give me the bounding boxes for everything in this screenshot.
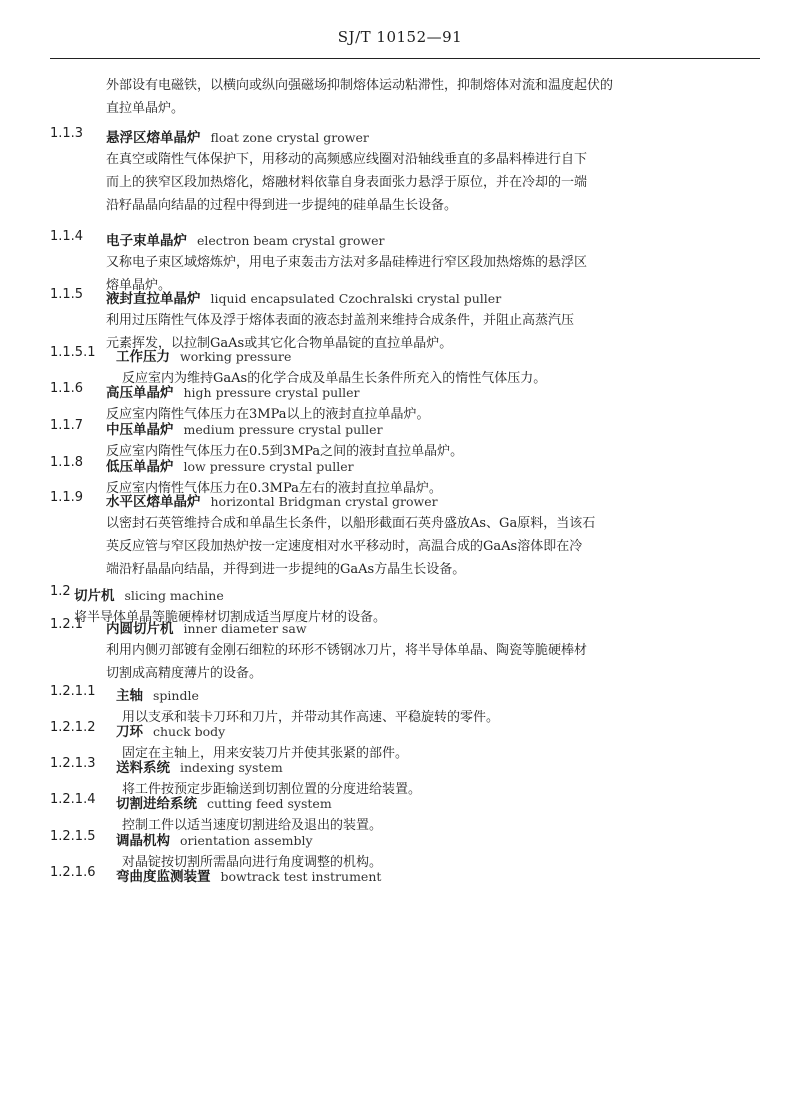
term-chinese: 主轴	[116, 688, 143, 704]
term-number: 1.1.9	[50, 490, 84, 505]
term-english: electron beam crystal grower	[197, 233, 385, 248]
term-number: 1.1.3	[50, 126, 84, 141]
term-number: 1.1.5	[50, 287, 84, 302]
term-heading	[106, 617, 307, 637]
term-chinese: 工作压力	[116, 349, 170, 365]
term-heading	[74, 584, 224, 604]
term-number: 1.2.1.6	[50, 865, 96, 880]
term-chinese: 悬浮区熔单晶炉	[106, 130, 201, 146]
term-heading	[106, 455, 354, 475]
definition-line: 元素挥发，以拉制GaAs或其它化合物单晶锭的直拉单晶炉。	[106, 336, 453, 351]
term-number: 1.2.1.2	[50, 720, 96, 735]
term-definition	[106, 512, 746, 581]
term-definition	[106, 639, 746, 685]
term-heading	[106, 490, 438, 510]
term-heading	[106, 418, 383, 438]
term-chinese: 电子束单晶炉	[106, 233, 187, 249]
term-english: working pressure	[180, 349, 292, 364]
definition-line: 反应室内为维持GaAs的化学合成及单晶生长条件所充入的惰性气体压力。	[122, 371, 547, 386]
term-heading	[116, 684, 199, 704]
term-number: 1.1.5.1	[50, 345, 96, 360]
term-heading	[116, 865, 381, 885]
definition-line: 将工件按预定步距输送到切割位置的分度进给装置。	[122, 782, 422, 797]
term-english: float zone crystal grower	[210, 130, 369, 145]
term-heading	[116, 829, 313, 849]
definition-line: 利用内侧刃部镀有金刚石细粒的环形不锈钢冰刀片，将半导体单晶、陶瓷等脆硬棒材	[106, 643, 588, 658]
term-heading	[106, 126, 369, 146]
term-number: 1.1.4	[50, 229, 84, 244]
term-number: 1.1.6	[50, 381, 84, 396]
term-chinese: 中压单晶炉	[106, 422, 174, 438]
term-english: inner diameter saw	[183, 621, 307, 636]
term-english: bowtrack test instrument	[220, 869, 382, 884]
term-chinese: 调晶机构	[116, 833, 170, 849]
intro-line: 外部设有电磁铁，以横向或纵向强磁场抑制熔体运动粘滞性，抑制熔体对流和温度起伏的	[106, 78, 614, 93]
term-chinese: 切片机	[74, 588, 115, 604]
term-chinese: 水平区熔单晶炉	[106, 494, 201, 510]
definition-line: 而上的狭窄区段加热熔化，熔融材料依靠自身表面张力悬浮于原位，并在冷却的一端	[106, 175, 588, 190]
definition-line: 用以支承和装卡刀环和刀片，并带动其作高速、平稳旋转的零件。	[122, 710, 500, 725]
term-chinese: 切割进给系统	[116, 796, 197, 812]
definition-line: 端沿籽晶晶向结晶，并得到进一步提纯的GaAs方晶生长设备。	[106, 562, 466, 577]
term-heading	[116, 720, 225, 740]
definition-line: 又称电子束区域熔炼炉，用电子束轰击方法对多晶硅棒进行窄区段加热熔炼的悬浮区	[106, 255, 588, 270]
term-english: medium pressure crystal puller	[183, 422, 383, 437]
definition-line: 对晶锭按切割所需晶向进行角度调整的机构。	[122, 855, 383, 870]
term-chinese: 液封直拉单晶炉	[106, 291, 201, 307]
term-english: high pressure crystal puller	[183, 385, 360, 400]
intro-body	[106, 74, 746, 120]
term-chinese: 内圆切片机	[106, 621, 174, 637]
definition-line: 反应室内隋性气体压力在0.5到3MPa之间的液封直拉单晶炉。	[106, 444, 464, 459]
definition-line: 固定在主轴上，用来安装刀片并使其张紧的部件。	[122, 746, 409, 761]
definition-line: 反应室内惰性气体压力在0.3MPa左右的液封直拉单晶炉。	[106, 481, 442, 496]
definition-line: 英反应管与窄区段加热炉按一定速度相对水平移动时，高温合成的GaAs溶体即在冷	[106, 539, 583, 554]
term-number: 1.2	[50, 584, 71, 599]
term-english: horizontal Bridgman crystal grower	[210, 494, 438, 509]
intro-line: 直拉单晶炉。	[106, 101, 185, 116]
term-number: 1.2.1	[50, 617, 84, 632]
definition-line: 反应室内隋性气体压力在3MPa以上的液封直拉单晶炉。	[106, 407, 430, 422]
definition-line: 沿籽晶晶向结晶的过程中得到进一步提纯的硅单晶生长设备。	[106, 198, 458, 213]
term-english: indexing system	[180, 760, 283, 775]
term-definition	[106, 148, 746, 217]
term-chinese: 送料系统	[116, 760, 170, 776]
term-chinese: 刀环	[116, 724, 143, 740]
definition-line: 以密封石英管维持合成和单晶生长条件，以船形截面石英舟盛放As、Ga原料，当该石	[106, 516, 596, 531]
term-number: 1.2.1.1	[50, 684, 96, 699]
term-heading	[116, 792, 332, 812]
term-english: cutting feed system	[207, 796, 332, 811]
term-english: slicing machine	[124, 588, 224, 603]
term-number: 1.2.1.3	[50, 756, 96, 771]
term-chinese: 低压单晶炉	[106, 459, 174, 475]
term-number: 1.1.7	[50, 418, 84, 433]
term-english: chuck body	[153, 724, 226, 739]
definition-line: 熔单晶炉。	[106, 278, 172, 293]
definition-line: 利用过压隋性气体及浮于熔体表面的液态封盖剂来维持合成条件，并阻止高蒸汽压	[106, 313, 575, 328]
term-english: spindle	[153, 688, 199, 703]
term-chinese: 弯曲度监测装置	[116, 869, 211, 885]
definition-line: 控制工件以适当速度切割进给及退出的装置。	[122, 818, 383, 833]
term-english: low pressure crystal puller	[183, 459, 354, 474]
definition-line: 将半导体单晶等脆硬棒材切割成适当厚度片材的设备。	[74, 610, 387, 625]
term-english: orientation assembly	[180, 833, 313, 848]
definition-line: 切割成高精度薄片的设备。	[106, 666, 263, 681]
term-number: 1.1.8	[50, 455, 84, 470]
standard-code: SJ/T 10152—91	[337, 28, 463, 46]
term-heading	[106, 381, 360, 401]
term-heading	[106, 229, 385, 249]
term-number: 1.2.1.5	[50, 829, 96, 844]
term-chinese: 高压单晶炉	[106, 385, 174, 401]
definition-line: 在真空或隋性气体保护下，用移动的高频感应线圈对沿轴线垂直的多晶料棒进行自下	[106, 152, 588, 167]
term-heading	[116, 345, 291, 365]
term-english: liquid encapsulated Czochralski crystal puller	[210, 291, 502, 306]
header-rule	[50, 58, 760, 59]
term-heading	[116, 756, 283, 776]
term-number: 1.2.1.4	[50, 792, 96, 807]
term-heading	[106, 287, 501, 307]
